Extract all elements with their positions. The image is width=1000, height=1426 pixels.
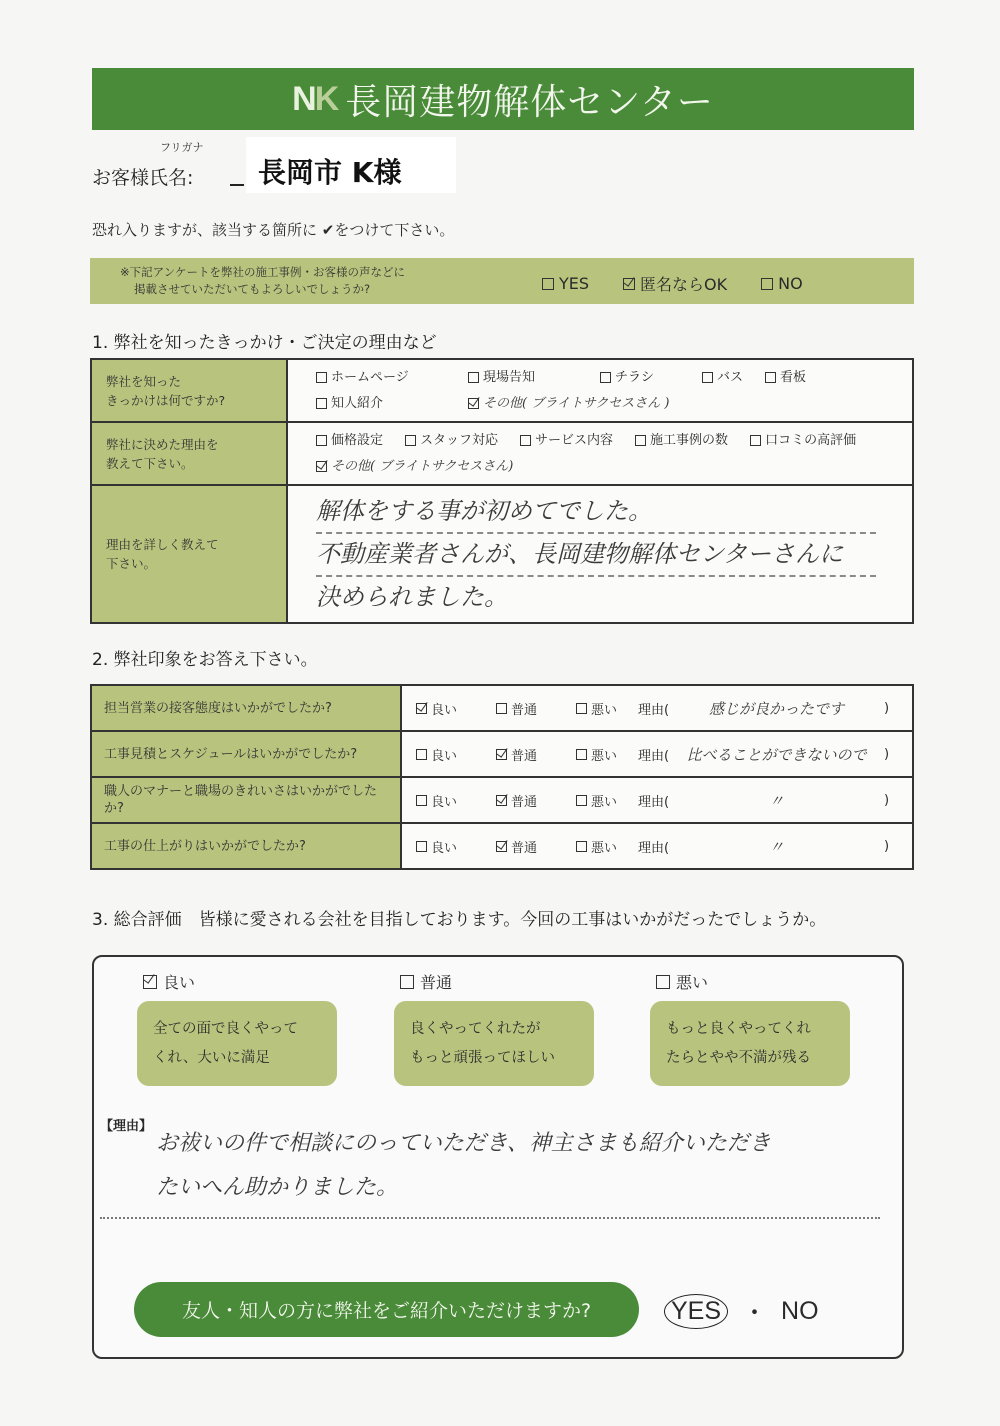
rating-bad[interactable] [576,791,636,810]
reason-close: ) [884,792,890,808]
label-line: 教えて下さい。 [106,455,194,471]
detail-reason-field[interactable] [287,485,913,623]
label-line: きっかけは何ですか? [106,392,226,408]
checkbox-icon[interactable] [468,372,479,383]
customer-name-label: お客様氏名: [92,167,194,189]
checkbox-checked-icon[interactable] [468,398,479,409]
name-underline [230,184,244,186]
checkbox-icon[interactable] [765,372,776,383]
option-label: ホームページ [331,369,409,385]
card-line: たらとやや不満が残る [666,1049,811,1066]
option-label: 悪い [591,794,618,810]
checkbox-icon[interactable] [761,278,773,290]
question-label: 工事見積とスケジュールはいかがでしたか? [91,731,401,777]
label-line: 理由を詳しく教えて [106,537,219,552]
customer-name-value: 長岡市 K様 [258,156,402,189]
option-case-count[interactable] [635,430,728,452]
option-reviews[interactable] [750,430,856,452]
checkbox-icon[interactable] [316,372,327,383]
option-label: 現場告知 [483,369,536,385]
rating-good[interactable] [416,699,496,718]
checkbox-checked-icon[interactable] [496,795,507,806]
reason-close: ) [884,700,890,716]
question-label: 工事の仕上がりはいかがでしたか? [91,823,401,869]
eval-bad-card [650,1001,850,1086]
row-label [91,359,287,422]
checkbox-checked-icon[interactable] [316,461,327,472]
handwritten-line: お祓いの件で相談にのっていただき、神主さまも紹介いただき [156,1131,771,1156]
table-row [91,422,913,485]
table-row [91,359,913,422]
card-line: もっと頑張ってほしい [410,1049,555,1066]
eval-bad-checkbox[interactable] [656,970,850,993]
option-label: 普通 [511,840,538,856]
option-label: YES [559,274,590,293]
header-banner [92,68,914,130]
checkbox-icon[interactable] [576,749,587,760]
handwritten-line: 決められました。 [316,582,508,611]
eval-average-card [394,1001,594,1086]
option-label: その他( ブライトサクセスさん) [331,458,514,474]
option-label: 悪い [591,748,618,764]
referral-yes-option[interactable]: YES [664,1294,728,1329]
option-other[interactable] [316,456,513,478]
option-label: その他( ブライトサクセスさん ) [483,395,670,411]
checkbox-icon[interactable] [400,975,414,989]
checkbox-icon[interactable] [316,435,327,446]
option-label: 口コミの高評価 [765,432,857,448]
option-label: 良い [431,794,458,810]
handwritten-reason [304,491,896,618]
card-line: 良くやってくれたが [410,1020,541,1037]
label-line: 弊社に決めた理由を [106,436,219,452]
checkbox-icon[interactable] [576,795,587,806]
option-label: 悪い [676,973,709,992]
option-bus[interactable] [702,367,743,389]
checkbox-icon[interactable] [702,372,713,383]
checkbox-icon[interactable] [576,703,587,714]
option-label: 悪い [591,702,618,718]
label-line: 弊社を知った [106,373,182,389]
checkbox-icon[interactable] [635,435,646,446]
checkbox-icon[interactable] [520,435,531,446]
reason-label: 理由( [638,702,670,718]
row-label [91,485,287,623]
section1-table [90,358,914,624]
option-staff[interactable] [405,430,498,452]
referral-question-pill: 友人・知人の方に弊社をご紹介いただけますか? [134,1282,639,1337]
handwritten-line: 解体をする事が初めてでした。 [316,491,876,534]
reason-close: ) [884,838,890,854]
checkbox-icon[interactable] [316,398,327,409]
eval-good-checkbox[interactable] [143,970,337,993]
reason-value[interactable]: 〃 [769,791,785,810]
consent-option-no[interactable] [761,272,803,295]
option-price[interactable] [316,430,383,452]
reason-close: ) [884,746,890,762]
reason-value[interactable]: 〃 [769,837,785,856]
row-label [91,422,287,485]
logo-k: K [314,79,340,118]
label-line: 下さい。 [106,556,157,571]
option-referral[interactable] [316,393,446,415]
reason-label: 理由( [638,840,670,856]
option-homepage[interactable] [316,367,446,389]
furigana-label: フリガナ [160,141,204,154]
option-label: 良い [431,840,458,856]
option-label: バス [717,369,744,385]
row-content [287,359,913,422]
rating-good[interactable] [416,837,496,856]
rating-good[interactable] [416,791,496,810]
rating-average[interactable] [496,745,576,764]
instruction-text: 恐れ入りますが、該当する箇所に ✔をつけて下さい。 [92,221,455,239]
referral-answer [664,1293,819,1329]
handwritten-line: 不動産業者さんが、長岡建物解体センターさんに [316,534,876,577]
logo-n: N [292,79,315,118]
eval-good-card [137,1001,337,1086]
option-label: サービス内容 [535,432,614,448]
section1-title: 1. 弊社を知ったきっかけ・ご決定の理由など [92,333,437,353]
checkbox-checked-icon[interactable] [623,278,635,290]
question-label: 担当営業の接客態度はいかがでしたか? [91,685,401,731]
checkbox-checked-icon[interactable] [496,749,507,760]
option-other[interactable] [468,393,670,415]
rating-average[interactable] [496,791,576,810]
option-label: 普通 [511,748,538,764]
checkbox-icon[interactable] [416,795,427,806]
table-row [91,685,913,731]
card-line: くれ、大いに満足 [153,1049,270,1066]
section2-table [90,684,914,870]
section2-title: 2. 弊社印象をお答え下さい。 [92,650,318,670]
consent-option-yes[interactable] [542,272,589,295]
consent-question [120,264,405,298]
rating-cell [401,777,913,823]
rating-bad[interactable] [576,699,636,718]
eval-option-good [137,970,337,1086]
card-line: 全ての面で良くやって [153,1020,298,1037]
option-site-notice[interactable] [468,367,578,389]
rating-average[interactable] [496,699,576,718]
company-title: 長岡建物解体センター [345,81,714,123]
table-row [91,731,913,777]
rating-cell [401,823,913,869]
eval-average-checkbox[interactable] [400,970,594,993]
checkbox-icon[interactable] [600,372,611,383]
option-label: 匿名ならOK [640,275,728,294]
consent-question-line1: ※下記アンケートを弊社の施工事例・お客様の声などに [120,265,405,279]
checkbox-icon[interactable] [416,749,427,760]
overall-reason-field[interactable] [156,1122,856,1210]
checkbox-icon[interactable] [576,841,587,852]
option-signboard[interactable] [765,367,806,389]
table-row [91,823,913,869]
option-label: 良い [431,702,458,718]
option-label: スタッフ対応 [420,432,499,448]
question-label: 職人のマナーと職場のきれいさはいかがでしたか? [91,777,401,823]
eval-option-average [394,970,594,1086]
consent-option-anonymous[interactable] [623,272,727,295]
option-label: 普通 [420,973,453,992]
option-label: NO [778,274,803,293]
option-label: 知人紹介 [331,395,384,411]
referral-separator: ・ [742,1299,768,1327]
reason-label: 理由( [638,748,670,764]
option-label: 普通 [511,794,538,810]
checkbox-icon[interactable] [656,975,670,989]
option-flyer[interactable] [600,367,680,389]
checkbox-icon[interactable] [542,278,554,290]
rating-cell [401,685,913,731]
reason-heading: 【理由】 [100,1119,153,1134]
section3-title: 3. 総合評価 皆様に愛される会社を目指しております。今回の工事はいかがだったでしょうか。 [92,910,827,930]
card-line: もっと良くやってくれ [666,1020,811,1037]
option-service[interactable] [520,430,613,452]
eval-option-bad [650,970,850,1086]
reason-value[interactable]: 比べることができないので [686,745,867,764]
handwritten-line: たいへん助かりました。 [156,1175,399,1200]
rating-bad[interactable] [576,745,636,764]
table-row [91,777,913,823]
option-label: 悪い [591,840,618,856]
option-label: 普通 [511,702,538,718]
option-label: 良い [163,973,196,992]
checkbox-checked-icon[interactable] [416,703,427,714]
option-label: 価格設定 [331,432,384,448]
checkbox-icon[interactable] [750,435,761,446]
company-logo [292,80,339,119]
dotted-divider [100,1217,880,1219]
option-label: 良い [431,748,458,764]
table-row [91,485,913,623]
rating-good[interactable] [416,745,496,764]
consent-options [542,272,803,295]
checkbox-checked-icon[interactable] [143,975,157,989]
option-label: 施工事例の数 [650,432,729,448]
consent-question-line2: 掲載させていただいてもよろしいでしょうか? [134,282,371,296]
referral-no-option[interactable]: NO [781,1296,819,1325]
rating-bad[interactable] [576,837,636,856]
reason-value[interactable]: 感じが良かったです [709,699,845,718]
rating-average[interactable] [496,837,576,856]
checkbox-icon[interactable] [405,435,416,446]
reason-label: 理由( [638,794,670,810]
rating-cell [401,731,913,777]
checkbox-icon[interactable] [416,841,427,852]
checkbox-checked-icon[interactable] [496,841,507,852]
option-label: チラシ [615,369,655,385]
checkbox-icon[interactable] [496,703,507,714]
option-label: 看板 [780,369,807,385]
row-content [287,422,913,485]
